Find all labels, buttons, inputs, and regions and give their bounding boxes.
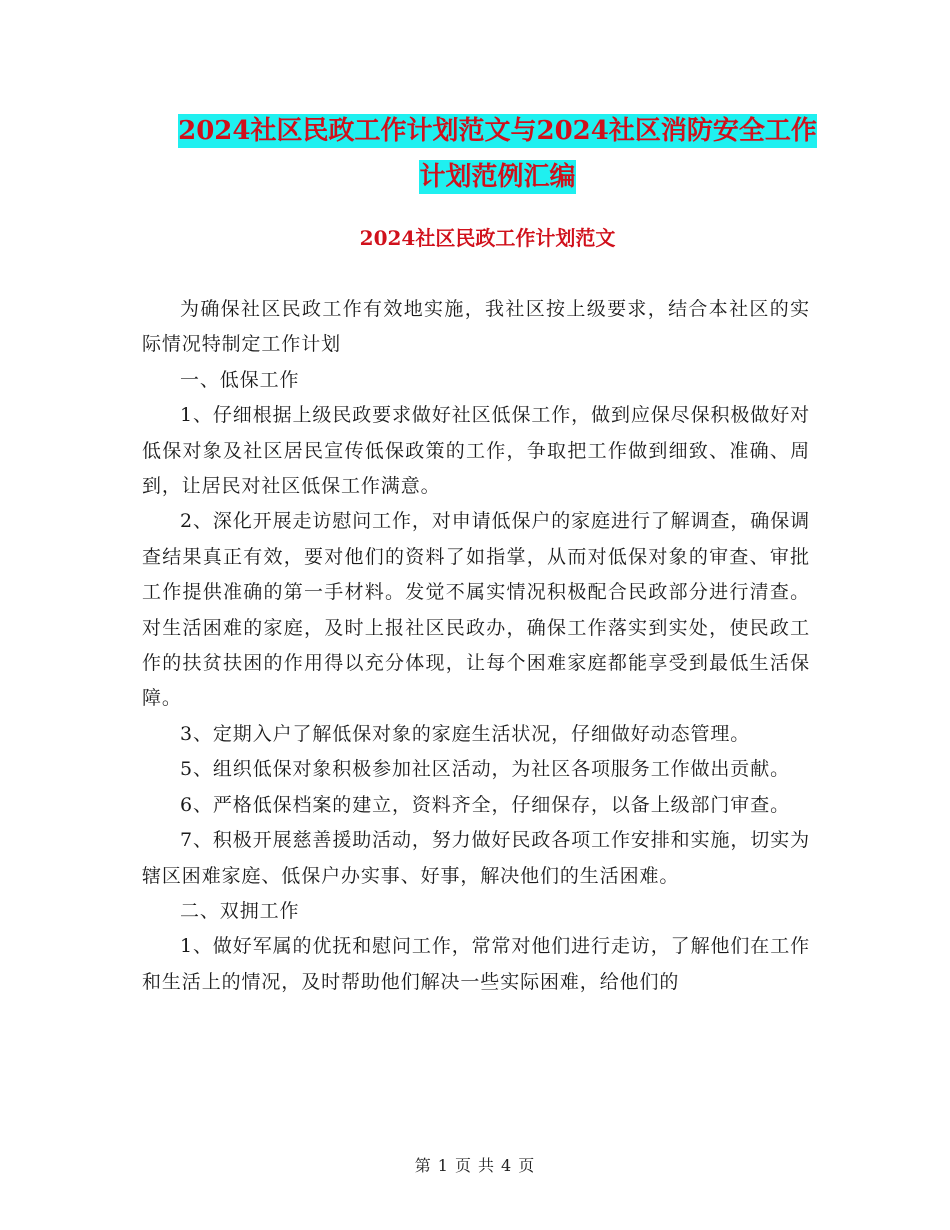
footer-suffix: 页 — [518, 1156, 536, 1175]
document-body — [142, 292, 810, 1000]
section-title: 2024社区民政工作计划范文 — [359, 226, 616, 250]
document-title — [140, 108, 855, 200]
document-title-line2: 计划范例汇编 — [419, 162, 576, 192]
footer-total-pages: 4 — [501, 1156, 513, 1175]
paragraph-item: 1、做好军属的优抚和慰问工作，常常对他们进行走访，了解他们在工作和生活上的情况，及时帮助他们解决一些实际困难，给他们的 — [142, 935, 810, 993]
paragraph-item: 5、组织低保对象积极参加社区活动，为社区各项服务工作做出贡献。 — [180, 758, 790, 781]
paragraph-item: 7、积极开展慈善援助活动，努力做好民政各项工作安排和实施，切实为辖区困难家庭、低保户办实事、好事，解决他们的生活困难。 — [142, 829, 810, 887]
heading-double-support: 二、双拥工作 — [180, 899, 300, 922]
footer-middle: 页 共 — [454, 1156, 496, 1175]
paragraph-item: 3、定期入户了解低保对象的家庭生活状况，仔细做好动态管理。 — [180, 722, 751, 745]
footer-page-number: 1 — [437, 1156, 449, 1175]
paragraph-intro: 为确保社区民政工作有效地实施，我社区按上级要求，结合本社区的实际情况特制定工作计划 — [142, 298, 810, 356]
paragraph-item: 6、严格低保档案的建立，资料齐全，仔细保存，以备上级部门审查。 — [180, 793, 790, 816]
paragraph-item: 2、深化开展走访慰问工作，对申请低保户的家庭进行了解调查，确保调查结果真正有效，要对他们的资料了如指掌，从而对低保对象的审查、审批工作提供准确的第一手材料。发觉不属实情况积极配合民政部分进行清查。对生活困难的家庭，及时上报社区民政办，确保工作落实到实处，使民政工作的扶贫扶困的作用得以充分体现，让每个困难家庭都能享受到最低生活保障。 — [142, 510, 810, 710]
page-footer — [0, 1153, 950, 1176]
document-title-line1: 2024社区民政工作计划范文与2024社区消防安全工作 — [178, 116, 817, 146]
heading-minimum-living-security: 一、低保工作 — [180, 368, 300, 391]
paragraph-item: 1、仔细根据上级民政要求做好社区低保工作，做到应保尽保积极做好对低保对象及社区居民宣传低保政策的工作，争取把工作做到细致、准确、周到，让居民对社区低保工作满意。 — [142, 404, 810, 498]
footer-prefix: 第 — [414, 1156, 432, 1175]
